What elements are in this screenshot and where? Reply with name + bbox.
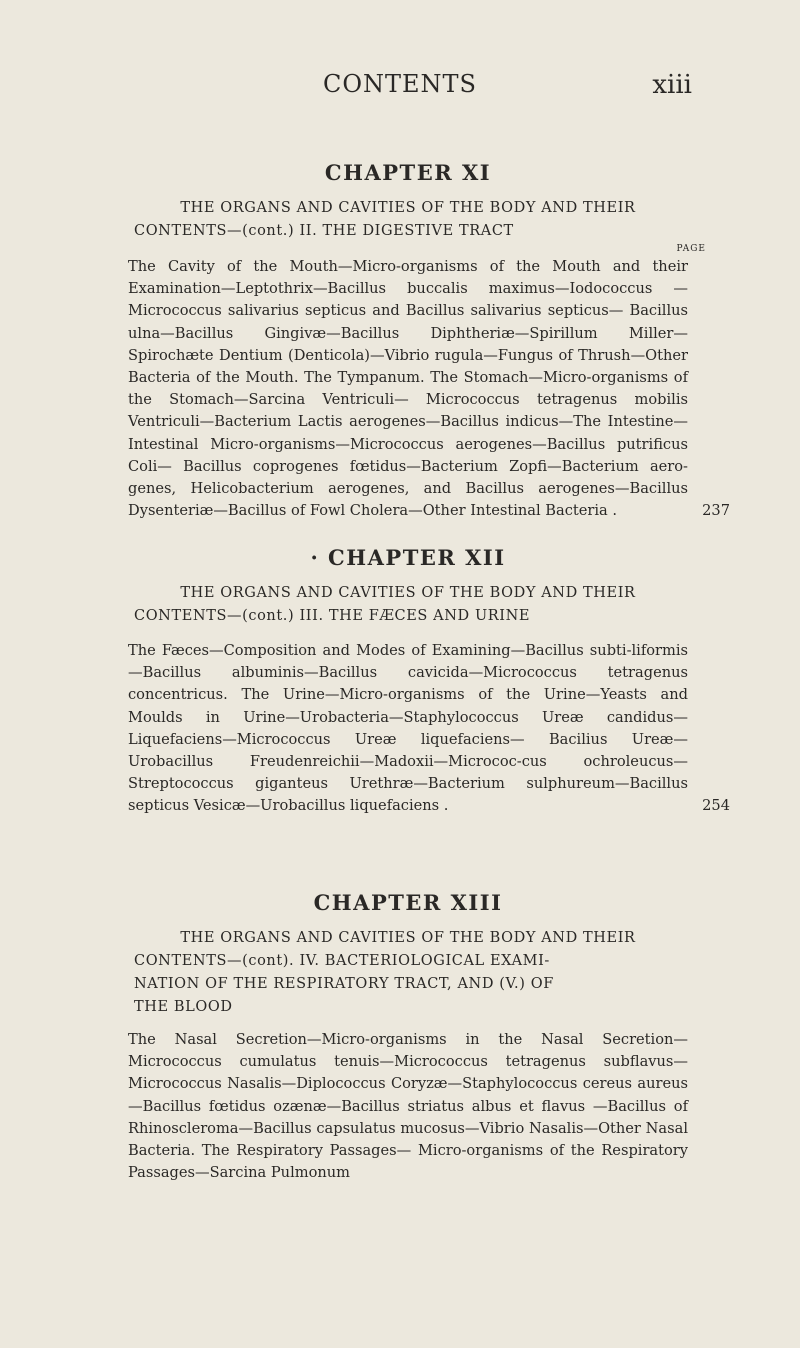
chapter-subtitle-line: THE ORGANS AND CAVITIES OF THE BODY AND THEIR <box>180 930 636 946</box>
chapter-xi <box>128 160 730 522</box>
chapter-subtitle <box>128 582 688 628</box>
chapter-contents-text <box>128 256 730 522</box>
chapter-subtitle <box>128 927 688 1019</box>
chapter-subtitle-line: CONTENTS—(cont.) III. THE FÆCES AND URINE <box>134 608 531 624</box>
chapter-title: CHAPTER XI <box>324 160 492 185</box>
chapter-subtitle-line: THE ORGANS AND CAVITIES OF THE BODY AND THEIR <box>180 585 636 601</box>
chapter-subtitle-line: CONTENTS—(cont). IV. BACTERIOLOGICAL EXAMI- <box>134 953 550 969</box>
chapter-contents-body: The Fæces—Composition and Modes of Examining—Bacillus subti-liformis—Bacillus albuminis—Bacillus cavicida—Micrococcus tetragenus concentricus. The Urine—Micro-organisms of the Urine—Yeasts and Moulds in Urine—Urobacteria—Staphylococcus Ureæ candidus—Liquefaciens—Micrococcus Ureæ liquefaciens— Bacilius Ureæ—Urobacillus Freudenreichii—Madoxii—Micrococ-cus ochroleucus—Streptococcus giganteus Urethræ—Bacterium sulphureum—Bacillus septicus Vesicæ—Urobacillus liquefaciens . <box>128 642 688 815</box>
chapter-subtitle-line: CONTENTS—(cont.) II. THE DIGESTIVE TRACT <box>134 223 514 239</box>
running-head-title: CONTENTS <box>322 70 477 98</box>
chapter-contents-body: The Cavity of the Mouth—Micro-organisms of the Mouth and their Examination—Leptothrix—Bacillus buccalis maximus—Iodococcus —Micrococcus salivarius septicus and Bacillus salivarius septicus— Bacillus ulna—Bacillus Gingivæ—Bacillus Diphtheriæ—Spirillum Miller—Spirochæte Dentium (Denticola)—Vibrio rugula—Fungus of Thrush—Other Bacteria of the Mouth. The Tympanum. The Stomach—Micro-organisms of the Stomach—Sarcina Ventriculi— Micrococcus tetragenus mobilis Ventriculi—Bacterium Lactis aerogenes—Bacillus indicus—The Intestine—Intestinal Micro-organisms—Micrococcus aerogenes—Bacillus putrificus Coli— Bacillus coprogenes fœtidus—Bacterium Zopfi—Bacterium aero-genes, Helicobacterium aerogenes, and Bacillus aerogenes—Bacillus Dysenteriæ—Bacillus of Fowl Cholera—Other Intestinal Bacteria . <box>128 258 688 520</box>
chapter-title: CHAPTER XIII <box>313 890 503 915</box>
chapter-page-number: 237 <box>702 502 730 520</box>
running-head <box>0 62 800 102</box>
chapter-contents-body: The Nasal Secretion—Micro-organisms in the Nasal Secretion— Micrococcus cumulatus tenuis—Micrococcus tetragenus subflavus— Micrococcus Nasalis—Diplococcus Coryzæ—Staphylococcus cereus aureus—Bacillus fœtidus ozænæ—Bacillus striatus albus et flavus —Bacillus of Rhinoscleroma—Bacillus capsulatus mucosus—Vibrio Nasalis—Other Nasal Bacteria. The Respiratory Passages— Micro-organisms of the Respiratory Passages—Sarcina Pulmonum <box>128 1031 688 1182</box>
chapter-subtitle-line: NATION OF THE RESPIRATORY TRACT, AND (V.) OF <box>134 976 554 992</box>
chapter-xii <box>128 545 730 818</box>
chapter-subtitle <box>128 197 688 243</box>
chapter-contents-text <box>128 1029 688 1184</box>
chapter-page-number: 254 <box>702 797 730 815</box>
page-column-label: PAGE <box>676 244 706 254</box>
chapter-title: · CHAPTER XII <box>310 545 506 570</box>
page-number: xiii <box>652 70 692 100</box>
chapter-xiii <box>128 890 688 1184</box>
chapter-contents-text <box>128 640 730 818</box>
chapter-subtitle-line: THE BLOOD <box>134 999 233 1015</box>
chapter-subtitle-line: THE ORGANS AND CAVITIES OF THE BODY AND THEIR <box>180 200 636 216</box>
